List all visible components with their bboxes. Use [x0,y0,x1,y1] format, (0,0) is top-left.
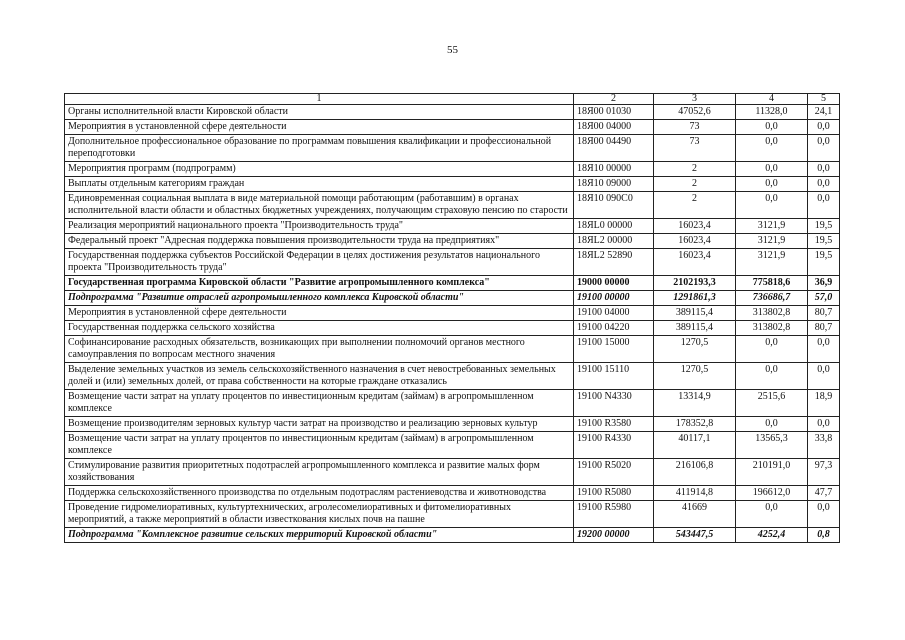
row-code-cell: 19100 N4330 [574,390,654,417]
row-name-cell: Мероприятия в установленной сфере деятельности [65,306,574,321]
table-row [65,276,840,291]
row-fact-cell: 0,0 [736,120,808,135]
header-col-2: 2 [574,94,654,105]
row-plan-cell: 41669 [654,501,736,528]
row-fact-cell: 0,0 [736,192,808,219]
row-percent-cell: 80,7 [808,321,840,336]
table-row [65,120,840,135]
row-plan-cell: 178352,8 [654,417,736,432]
row-fact-cell: 2515,6 [736,390,808,417]
table-row [65,105,840,120]
row-plan-cell: 411914,8 [654,486,736,501]
header-col-3: 3 [654,94,736,105]
row-code-cell: 19100 04220 [574,321,654,336]
row-fact-cell: 11328,0 [736,105,808,120]
table-row [65,321,840,336]
row-name-cell: Стимулирование развития приоритетных подотраслей агропромышленного комплекса и развитие малых форм хозяйствования [65,459,574,486]
row-percent-cell: 36,9 [808,276,840,291]
row-fact-cell: 0,0 [736,417,808,432]
row-name-cell: Федеральный проект "Адресная поддержка повышения производительности труда на предприятиях" [65,234,574,249]
table-row [65,162,840,177]
row-name-cell: Мероприятия в установленной сфере деятельности [65,120,574,135]
table-row [65,432,840,459]
row-name-cell: Возмещение части затрат на уплату процентов по инвестиционным кредитам (займам) в агропромышленном комплексе [65,432,574,459]
row-name-cell: Мероприятия программ (подпрограмм) [65,162,574,177]
row-plan-cell: 16023,4 [654,249,736,276]
row-code-cell: 18ЯL0 00000 [574,219,654,234]
header-col-1: 1 [65,94,574,105]
row-name-cell: Подпрограмма "Развитие отраслей агропромышленного комплекса Кировской области" [65,291,574,306]
row-plan-cell: 47052,6 [654,105,736,120]
row-name-cell: Государственная программа Кировской области "Развитие агропромышленного комплекса" [65,276,574,291]
row-plan-cell: 73 [654,120,736,135]
row-percent-cell: 0,0 [808,135,840,162]
row-fact-cell: 0,0 [736,363,808,390]
table-row [65,459,840,486]
row-name-cell: Выплаты отдельным категориям граждан [65,177,574,192]
row-percent-cell: 19,5 [808,249,840,276]
row-percent-cell: 19,5 [808,234,840,249]
row-code-cell: 18Я00 04000 [574,120,654,135]
row-code-cell: 19100 R5980 [574,501,654,528]
row-name-cell: Органы исполнительной власти Кировской области [65,105,574,120]
table-row [65,249,840,276]
row-plan-cell: 216106,8 [654,459,736,486]
row-code-cell: 18Я00 04490 [574,135,654,162]
row-fact-cell: 0,0 [736,336,808,363]
table-row [65,501,840,528]
table-row [65,291,840,306]
row-code-cell: 18Я10 090С0 [574,192,654,219]
row-plan-cell: 389115,4 [654,306,736,321]
row-name-cell: Подпрограмма "Комплексное развитие сельских территорий Кировской области" [65,528,574,543]
row-plan-cell: 1270,5 [654,336,736,363]
row-code-cell: 19200 00000 [574,528,654,543]
row-code-cell: 19100 R5020 [574,459,654,486]
header-row [65,94,840,105]
row-percent-cell: 24,1 [808,105,840,120]
row-code-cell: 19100 15000 [574,336,654,363]
row-name-cell: Государственная поддержка сельского хозяйства [65,321,574,336]
row-percent-cell: 0,0 [808,363,840,390]
page-number: 55 [447,44,458,56]
row-fact-cell: 3121,9 [736,234,808,249]
row-plan-cell: 2 [654,162,736,177]
table-row [65,234,840,249]
row-fact-cell: 775818,6 [736,276,808,291]
row-code-cell: 18ЯL2 00000 [574,234,654,249]
table-body [65,105,840,543]
row-name-cell: Дополнительное профессиональное образование по программам повышения квалификации и профессиональной переподготовки [65,135,574,162]
row-percent-cell: 19,5 [808,219,840,234]
row-fact-cell: 4252,4 [736,528,808,543]
row-code-cell: 19100 R3580 [574,417,654,432]
row-plan-cell: 2 [654,192,736,219]
row-code-cell: 19100 R4330 [574,432,654,459]
row-fact-cell: 0,0 [736,501,808,528]
row-plan-cell: 2 [654,177,736,192]
row-plan-cell: 16023,4 [654,234,736,249]
table-row [65,192,840,219]
table-row [65,306,840,321]
row-plan-cell: 543447,5 [654,528,736,543]
row-code-cell: 19000 00000 [574,276,654,291]
row-percent-cell: 80,7 [808,306,840,321]
row-code-cell: 18Я00 01030 [574,105,654,120]
table-row [65,390,840,417]
row-fact-cell: 0,0 [736,162,808,177]
row-fact-cell: 196612,0 [736,486,808,501]
table-row [65,486,840,501]
row-name-cell: Государственная поддержка субъектов Российской Федерации в целях достижения результатов национального проекта "Производительность труда" [65,249,574,276]
row-plan-cell: 16023,4 [654,219,736,234]
row-percent-cell: 97,3 [808,459,840,486]
row-name-cell: Проведение гидромелиоративных, культуртехнических, агролесомелиоративных и фитомелиоративных мероприятий, а также мероприятий в области известкования кислых почв на пашне [65,501,574,528]
row-percent-cell: 33,8 [808,432,840,459]
row-code-cell: 19100 00000 [574,291,654,306]
row-fact-cell: 0,0 [736,177,808,192]
row-code-cell: 18Я10 09000 [574,177,654,192]
row-name-cell: Возмещение части затрат на уплату процентов по инвестиционным кредитам (займам) в агропромышленном комплексе [65,390,574,417]
row-fact-cell: 0,0 [736,135,808,162]
row-plan-cell: 40117,1 [654,432,736,459]
table-row [65,528,840,543]
row-name-cell: Софинансирование расходных обязательств, возникающих при выполнении полномочий органов местного самоуправления по вопросам местного значения [65,336,574,363]
row-fact-cell: 3121,9 [736,219,808,234]
row-percent-cell: 0,0 [808,177,840,192]
row-plan-cell: 1291861,3 [654,291,736,306]
table-row [65,336,840,363]
row-plan-cell: 2102193,3 [654,276,736,291]
row-fact-cell: 736686,7 [736,291,808,306]
row-plan-cell: 13314,9 [654,390,736,417]
header-col-4: 4 [736,94,808,105]
row-name-cell: Единовременная социальная выплата в виде материальной помощи работающим (работавшим) в органах исполнительной власти области и областных бюджетных учреждениях, получающим страховую пенсию по старости [65,192,574,219]
row-percent-cell: 0,0 [808,192,840,219]
row-percent-cell: 0,0 [808,162,840,177]
row-percent-cell: 47,7 [808,486,840,501]
table-row [65,135,840,162]
row-code-cell: 19100 04000 [574,306,654,321]
row-code-cell: 19100 15110 [574,363,654,390]
row-percent-cell: 18,9 [808,390,840,417]
row-name-cell: Поддержка сельскохозяйственного производства по отдельным подотраслям растениеводства и животноводства [65,486,574,501]
row-fact-cell: 13565,3 [736,432,808,459]
row-plan-cell: 73 [654,135,736,162]
row-fact-cell: 3121,9 [736,249,808,276]
row-name-cell: Возмещение производителям зерновых культур части затрат на производство и реализацию зерновых культур [65,417,574,432]
row-code-cell: 18Я10 00000 [574,162,654,177]
row-percent-cell: 57,0 [808,291,840,306]
row-percent-cell: 0,8 [808,528,840,543]
row-code-cell: 19100 R5080 [574,486,654,501]
row-fact-cell: 313802,8 [736,306,808,321]
row-percent-cell: 0,0 [808,501,840,528]
row-plan-cell: 389115,4 [654,321,736,336]
row-name-cell: Реализация мероприятий национального проекта "Производительность труда" [65,219,574,234]
row-fact-cell: 313802,8 [736,321,808,336]
row-plan-cell: 1270,5 [654,363,736,390]
row-fact-cell: 210191,0 [736,459,808,486]
row-name-cell: Выделение земельных участков из земель сельскохозяйственного назначения в счет невостребованных земельных долей и (или) земельных долей, от права собственности на которые граждане отказались [65,363,574,390]
table-row [65,177,840,192]
budget-table [64,93,840,543]
table-row [65,417,840,432]
table-row [65,219,840,234]
table-row [65,363,840,390]
header-col-5: 5 [808,94,840,105]
row-percent-cell: 0,0 [808,120,840,135]
row-percent-cell: 0,0 [808,336,840,363]
row-code-cell: 18ЯL2 52890 [574,249,654,276]
row-percent-cell: 0,0 [808,417,840,432]
